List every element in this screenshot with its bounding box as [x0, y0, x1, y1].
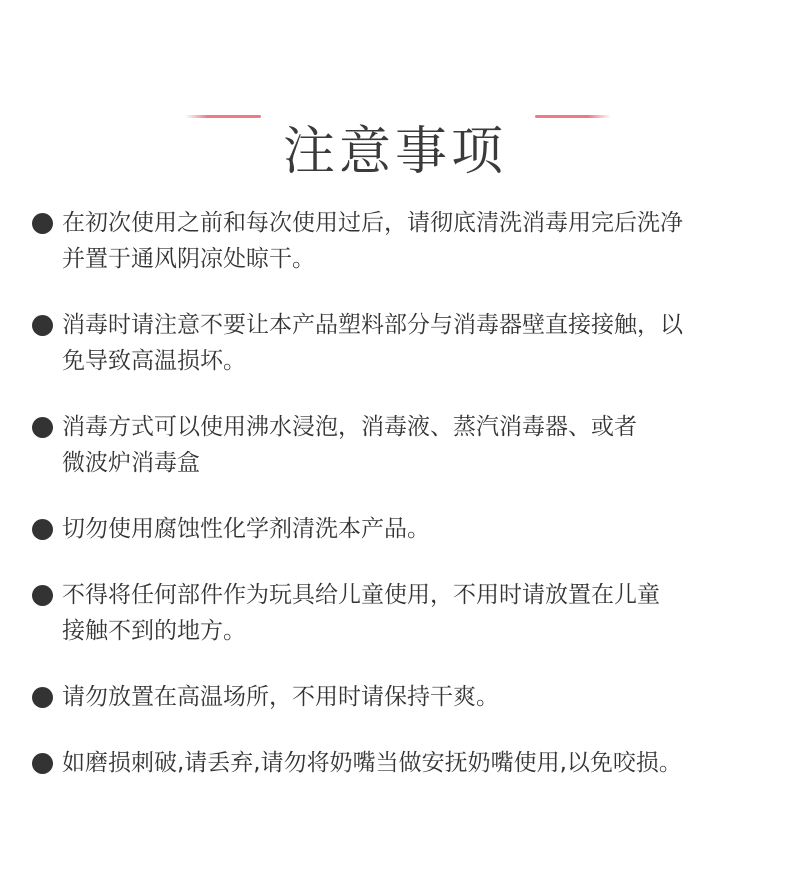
note-item	[30, 205, 765, 277]
bullet-dot-icon	[32, 687, 53, 708]
note-line: 不得将任何部件作为玩具给儿童使用，不用时请放置在儿童	[62, 582, 660, 608]
note-line: 消毒时请注意不要让本产品塑料部分与消毒器壁直接接触，以	[62, 312, 683, 338]
note-item	[30, 577, 765, 649]
section-header	[0, 82, 790, 182]
note-line: 消毒方式可以使用沸水浸泡，消毒液、蒸汽消毒器、或者	[62, 414, 637, 440]
note-text	[62, 679, 765, 715]
note-text	[62, 577, 765, 649]
note-line: 微波炉消毒盒	[62, 450, 200, 476]
decorative-line-left	[185, 115, 261, 118]
note-item	[30, 745, 765, 781]
bullet-dot-icon	[32, 519, 53, 540]
bullet-dot-icon	[32, 585, 53, 606]
note-line: 接触不到的地方。	[62, 618, 246, 644]
note-item	[30, 511, 765, 547]
bullet-dot-icon	[32, 417, 53, 438]
note-line: 在初次使用之前和每次使用过后，请彻底清洗消毒用完后洗净	[62, 210, 683, 236]
decorative-line-right	[535, 115, 611, 118]
note-text	[62, 745, 765, 781]
note-line: 免导致高温损坏。	[62, 348, 246, 374]
bullet-dot-icon	[32, 315, 53, 336]
bullet-dot-icon	[32, 213, 53, 234]
note-line: 请勿放置在高温场所，不用时请保持干爽。	[62, 684, 499, 710]
note-line: 切勿使用腐蚀性化学剂清洗本产品。	[62, 516, 430, 542]
note-text	[62, 511, 765, 547]
page-title: 注意事项	[282, 121, 507, 182]
note-text	[62, 409, 765, 481]
note-line: 并置于通风阴凉处晾干。	[62, 246, 315, 272]
note-item	[30, 409, 765, 481]
note-line: 如磨损刺破,请丢弃,请勿将奶嘴当做安抚奶嘴使用,以免咬损。	[62, 750, 682, 776]
notes-list	[30, 205, 765, 781]
note-text	[62, 205, 765, 277]
bullet-dot-icon	[32, 753, 53, 774]
note-text	[62, 307, 765, 379]
note-item	[30, 307, 765, 379]
note-item	[30, 679, 765, 715]
